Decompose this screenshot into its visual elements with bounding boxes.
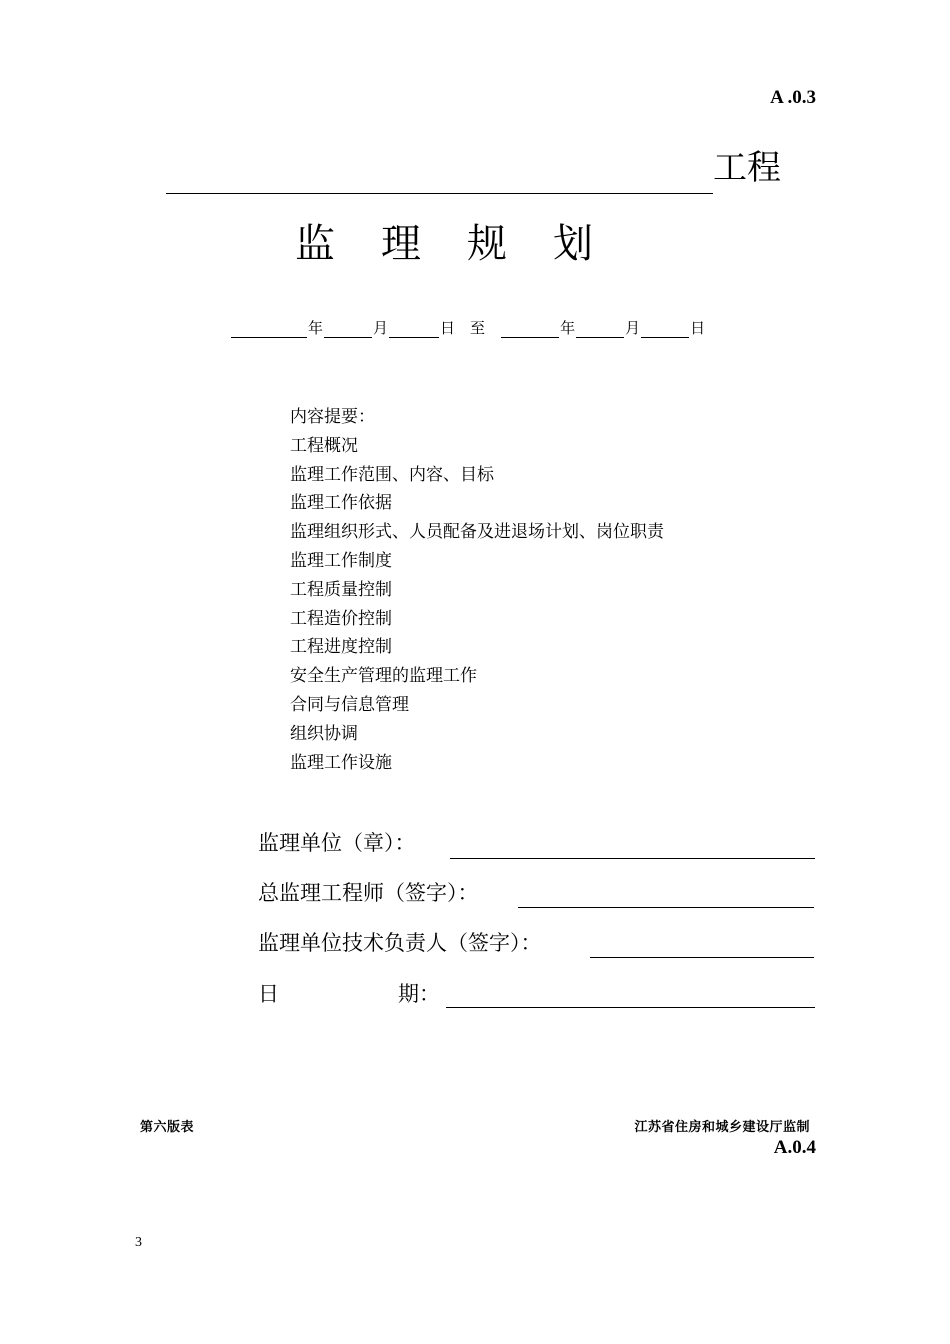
year-label: 年 [560,319,576,337]
contents-item: 工程进度控制 [290,637,392,658]
month-blank [324,321,372,338]
year-label: 年 [308,319,324,337]
contents-item: 工程造价控制 [290,608,392,629]
day-label: 日 [690,319,706,337]
date-range [231,317,706,338]
tech-lead-line[interactable] [590,957,814,958]
contents-heading: 内容提要： [290,407,375,427]
day-blank [389,321,439,338]
date-label-a: 日 [258,982,279,1006]
chief-engineer-label: 总监理工程师（签字）： [258,881,479,905]
year-blank [501,321,559,338]
day-blank [641,321,689,338]
to-label: 至 [470,319,486,337]
tech-lead-label: 监理单位技术负责人（签字）： [258,931,542,955]
month-label: 月 [373,319,389,337]
month-label: 月 [625,319,641,337]
contents-item: 工程质量控制 [290,579,392,600]
title-char: 规 [467,221,507,267]
form-code: A .0.3 [770,87,816,108]
date-line[interactable] [446,1007,815,1008]
contents-item: 工程概况 [290,435,358,456]
year-blank [231,321,307,338]
contents-summary [290,403,664,777]
edition-label: 第六版表 [140,1120,195,1135]
issuer-label: 江苏省住房和城乡建设厅监制 [634,1120,810,1135]
project-suffix: 工程 [713,148,781,188]
contents-item: 合同与信息管理 [290,694,409,715]
title-char: 监 [295,221,335,267]
contents-item: 监理组织形式、人员配备及进退场计划、岗位职责 [290,522,664,543]
supervision-unit-line[interactable] [450,858,815,859]
date-label-b: 期： [398,982,440,1006]
title-char: 理 [381,221,421,267]
chief-engineer-line[interactable] [518,907,814,908]
contents-item: 监理工作设施 [290,752,392,773]
contents-item: 监理工作制度 [290,550,392,571]
month-blank [576,321,624,338]
page-number: 3 [135,1235,142,1250]
title-char: 划 [553,221,593,267]
contents-item: 监理工作依据 [290,493,392,514]
day-label: 日 [440,319,456,337]
contents-item: 组织协调 [290,723,358,744]
contents-item: 监理工作范围、内容、目标 [290,464,494,485]
contents-item: 安全生产管理的监理工作 [290,666,477,687]
project-name-line [166,193,713,194]
document-title [295,212,593,269]
next-form-code: A.0.4 [773,1137,816,1158]
supervision-unit-label: 监理单位（章）： [258,831,416,855]
